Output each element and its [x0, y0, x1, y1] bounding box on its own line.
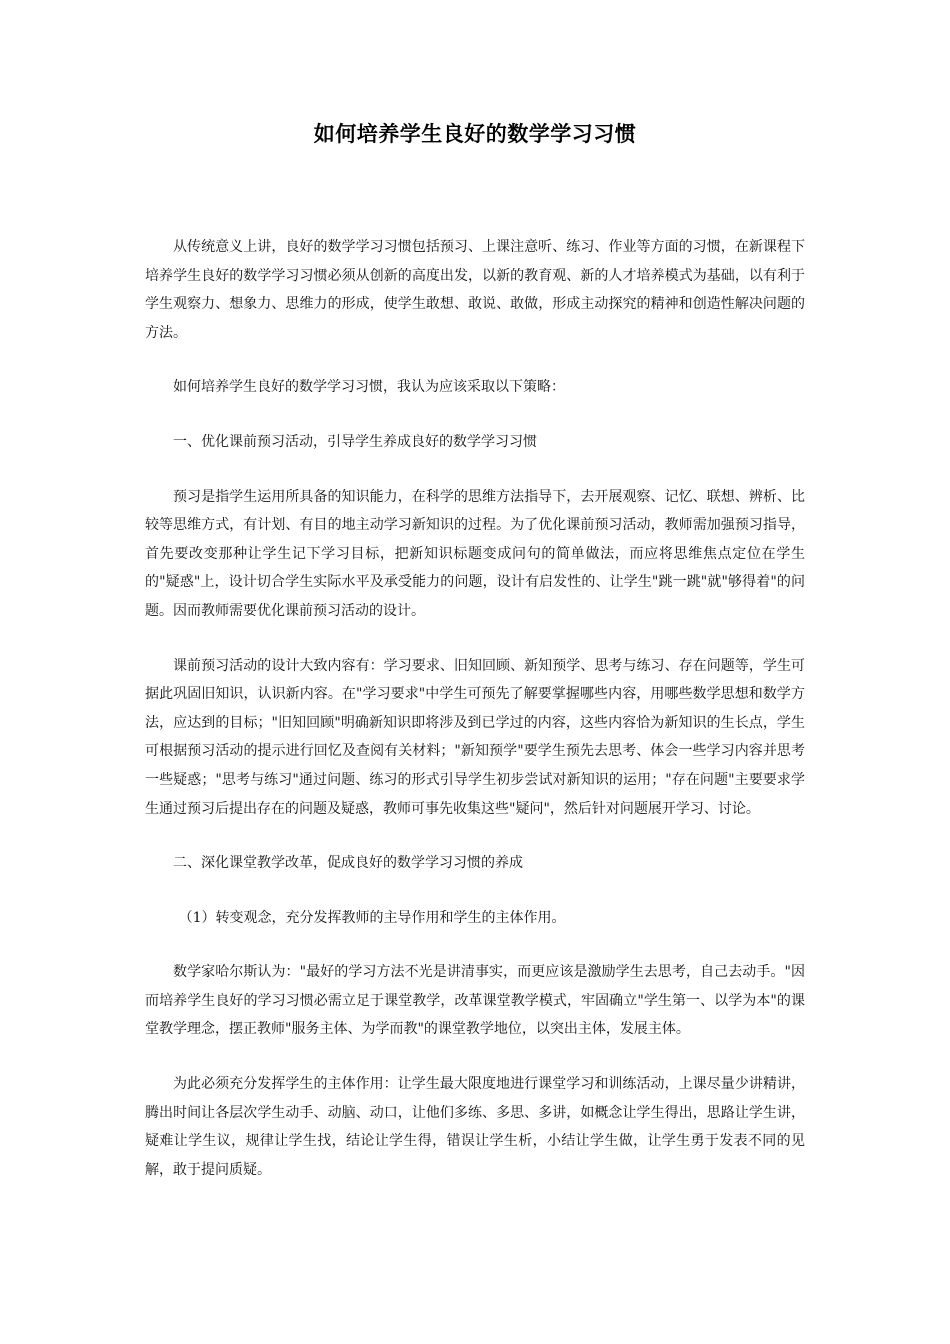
- paragraph-preview-definition: 预习是指学生运用所具备的知识能力，在科学的思维方法指导下，去开展观察、记忆、联想、辨析、比较等思维方式，有计划、有目的地主动学习新知识的过程。为了优化课前预习活动，教师需加强预习指导，首先要改变那种让学生记下学习目标，把新知识标题变成问句的简单做法，而应将思维焦点定位在学生的"疑惑"上，设计切合学生实际水平及承受能力的问题，设计有启发性的、让学生"跳一跳"就"够得着"的问题。因而教师需要优化课前预习活动的设计。: [145, 488, 805, 619]
- subsection-heading-1: （1）转变观念，充分发挥教师的主导作用和学生的主体作用。: [178, 909, 566, 926]
- paragraph-preview-design: 课前预习活动的设计大致内容有：学习要求、旧知回顾、新知预学、思考与练习、存在问题等，学生可据此巩固旧知识，认识新内容。在"学习要求"中学生可预先了解要掌握哪些内容，用哪些数学思想和数学方法，应达到的目标；"旧知回顾"明确新知识即将涉及到已学过的内容，这些内容恰为新知识的生长点，学生可根据预习活动的提示进行回忆及查阅有关材料；"新知预学"要学生预先去思考、体会一些学习内容并思考一些疑惑；"思考与练习"通过问题、练习的形式引导学生初步尝试对新知识的运用；"存在问题"主要要求学生通过预习后提出存在的问题及疑惑，教师可事先收集这些"疑问"，然后针对问题展开学习、讨论。: [145, 657, 805, 817]
- document-title: 如何培养学生良好的数学学习习惯: [313, 121, 637, 146]
- paragraph-intro: 从传统意义上讲，良好的数学学习习惯包括预习、上课注意听、练习、作业等方面的习惯，在新课程下培养学生良好的数学学习习惯必须从创新的高度出发，以新的教育观、新的人才培养模式为基础，以有利于学生观察力、想象力、思维力的形成，使学生敢想、敢说、敢做，形成主动探究的精神和创造性解决问题的方法。: [145, 239, 805, 341]
- section-heading-2: 二、深化课堂教学改革，促成良好的数学学习习惯的养成: [173, 855, 523, 872]
- paragraph-quote: 数学家哈尔斯认为："最好的学习方法不光是讲清事实，而更应该是激励学生去思考，自己去动手。"因而培养学生良好的学习习惯必需立足于课堂教学，改革课堂教学模式，牢固确立"学生第一、以学为本"的课堂教学理念，摆正教师"服务主体、为学而教"的课堂教学地位，以突出主体，发展主体。: [145, 964, 805, 1038]
- paragraph-student-role: 为此必须充分发挥学生的主体作用：让学生最大限度地进行课堂学习和训练活动，上课尽量少讲精讲，腾出时间让各层次学生动手、动脑、动口，让他们多练、多思、多讲，如概念让学生得出，思路让学生讲，疑难让学生议，规律让学生找，结论让学生得，错误让学生析，小结让学生做，让学生勇于发表不同的见解，敢于提问质疑。: [145, 1076, 805, 1178]
- paragraph-strategy-lead: 如何培养学生良好的数学学习习惯，我认为应该采取以下策略：: [173, 379, 565, 396]
- document-body: [145, 233, 805, 1210]
- section-heading-1: 一、优化课前预习活动，引导学生养成良好的数学学习习惯: [173, 433, 537, 450]
